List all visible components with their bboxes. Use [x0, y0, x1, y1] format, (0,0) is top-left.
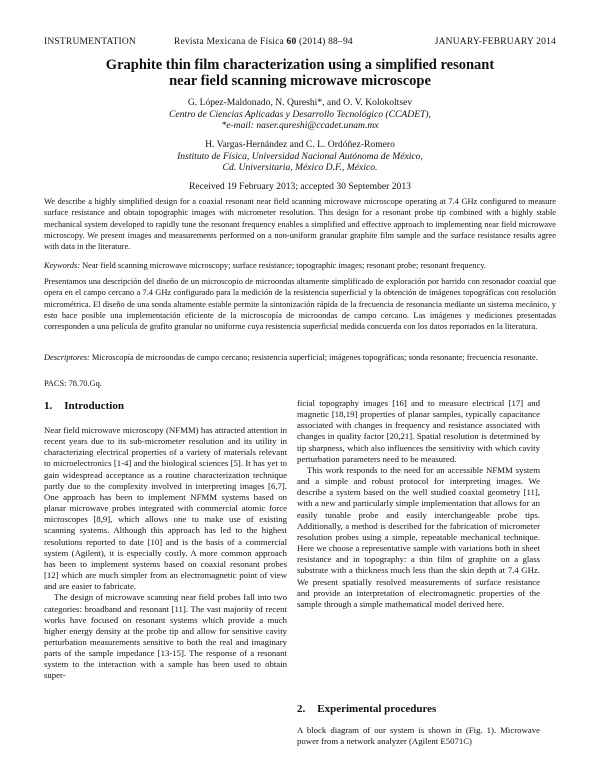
intro-right-paragraph-1: ficial topography images [16] and to measure electrical [17] and magnetic [18,19] properties of planar samples, typically capacitance associated with changes in frequency and resistance associated with changes in quality factor [20,21]. Spatial resolution is determined by tip sharpness, which also influences the sensitivity with which cavity perturbation parameters need to be measured.: [297, 398, 540, 464]
title-line-1: Graphite thin film characterization using a simplified resonant: [105, 57, 495, 73]
abstract-english: We describe a highly simplified design for a coaxial resonant near field scanning microwave microscope operating at 7.4 GHz configured to measure surface resistance and obtain topographic images with micrometer resolution. This design for a resonant probe tip combined with a highly stable mechanical system developed to rapidly tune the resonant frequency enables a simplified and effective approach to implementing near field microwave microscopy. We present images and measurements performed on a non-uniform granular graphite film sample and the surface resistance results agree with data in the literature.: [44, 197, 556, 252]
experimental-paragraph-1: A block diagram of our system is shown in (Fig. 1). Microwave power from a network analyzer (Agilent E5071C): [297, 725, 540, 747]
journal-year-pages: (2014) 88–94: [299, 37, 353, 47]
running-header-date: JANUARY-FEBRUARY 2014: [434, 37, 556, 47]
authors-1: G. López-Maldonado, N. Qureshi*, and O. V. Kolokoltsev: [187, 97, 413, 108]
pacs-code: PACS: 78.70.Gq.: [44, 379, 102, 388]
journal-name: Revista Mexicana de Física: [174, 37, 284, 47]
title-line-2: near field scanning microwave microscope: [169, 73, 431, 89]
running-header-section: INSTRUMENTATION: [44, 37, 136, 47]
keywords-label: Keywords:: [44, 261, 80, 270]
left-column: [44, 425, 287, 682]
section-1-title: Introduction: [64, 400, 124, 412]
descriptores-text: Microscopía de microondas de campo cercano; resistencia superficial; imágenes topográficas; sonda resonante; frecuencia resonante.: [91, 353, 538, 362]
keywords-text: Near field scanning microwave microscopy; surface resistance; topographic images; resonant probe; resonant frequency.: [82, 261, 486, 270]
descriptores-label: Descriptores:: [44, 353, 90, 362]
section-2-heading: [297, 703, 448, 715]
intro-right-paragraph-2: This work responds to the need for an accessible NFMM system and a simple and robust protocol for interpreting images. We describe a system based on the well studied coaxial geometry [11], with a new and particularly simple implementation that allows for an easily tunable probe and easily interchangeable probe tips. Additionally, a method is described for the fabrication of micrometer resolution probes using a simple, repeatable mechanical technique. Here we choose a representative sample with variations both in sheet resistance and in topography: a thin film of graphite on a glass substrate with a thickness much less than the skin depth at 7.4 GHz. We present spatially resolved measurements of surface resistance and provide an interpretation of electromagnetic properties of the sample through a simple mathematical model derived here.: [297, 464, 540, 609]
section-2-title: Experimental procedures: [317, 703, 437, 715]
author-block-1: [60, 97, 540, 132]
running-header-journal: [174, 37, 353, 47]
intro-paragraph-1: Near field microwave microscopy (NFMM) has attracted attention in recent years due to its sub-micrometer resolution and its utility in characterizing electrical properties of a variety of materials relevant to microelectronics [1-4] and the biological sciences [5]. It has yet to gain widespread acceptance as a routine characterization technique partly due to the complexity involved in interpreting images [6,7]. One approach has been to implement NFMM systems based on planar microwave probes integrated with commercial atomic force microscopes [8,9], which allows one to make use of existing scanning systems. Although this approach has led to the highest resolutions reported to date [10] and is the basis of a commercial system (Agilent), it is especially costly. A more common approach has been to implement systems based on coaxial resonant probes [12] which are much simpler from an electromagnetic point of view and are easier to fabricate.: [44, 425, 287, 592]
section-1-heading: [44, 400, 136, 412]
affiliation-2a: Instituto de Física, Universidad Nacional Autónoma de México,: [177, 150, 423, 162]
corresponding-email: *e-mail: naser.qureshi@ccadet.unam.mx: [221, 120, 379, 131]
author-block-2: [60, 139, 540, 174]
authors-2: H. Vargas-Hernández and C. L. Ordóñez-Romero: [205, 139, 395, 150]
intro-paragraph-2: The design of microwave scanning near field probes fall into two categories: broadband and resonant [11]. The vast majority of recent works have focused on resonant systems which provide a much higher energy density at the probe tip and allow for sensitive cavity perturbation measurements sensitive to both the real and imaginary parts of the sample impedance [13-15]. The response of a resonant system to the interaction with a sample has been used to obtain super-: [44, 592, 287, 681]
keywords: [44, 260, 556, 271]
affiliation-1: Centro de Ciencias Aplicadas y Desarrollo Tecnológico (CCADET),: [168, 108, 432, 120]
received-dates: Received 19 February 2013; accepted 30 September 2013: [189, 181, 411, 192]
right-column-intro: [297, 398, 540, 610]
descriptores: [44, 352, 556, 363]
abstract-spanish: Presentamos una descripción del diseño de un microscopio de microondas altamente simplificado de exploración por barrido con resonador coaxial que opera en el campo cercano a 7.4 GHz configurado para la medición de la resistencia superficial y la obtención de imágenes topográficas con resolución micrométrica. El diseño de una sonda altamente estable permite la sintonización rápida de la frecuencia de resonancia mediante un sistema mecánico, y esto hace posible una implementación eficiente de la microscopía de microondas de campo cercano. Las imágenes y mediciones presentadas corresponden a una película de grafito granular no uniforme cuya resistencia superficial medida concuerda con los datos reportados en la literatura.: [44, 277, 556, 332]
paper-title: [60, 57, 540, 89]
affiliation-2b: Cd. Universitaria, México D.F., México.: [222, 162, 378, 173]
section-1-number: 1.: [44, 400, 53, 412]
section-2-number: 2.: [297, 703, 306, 715]
journal-volume: 60: [286, 37, 297, 47]
